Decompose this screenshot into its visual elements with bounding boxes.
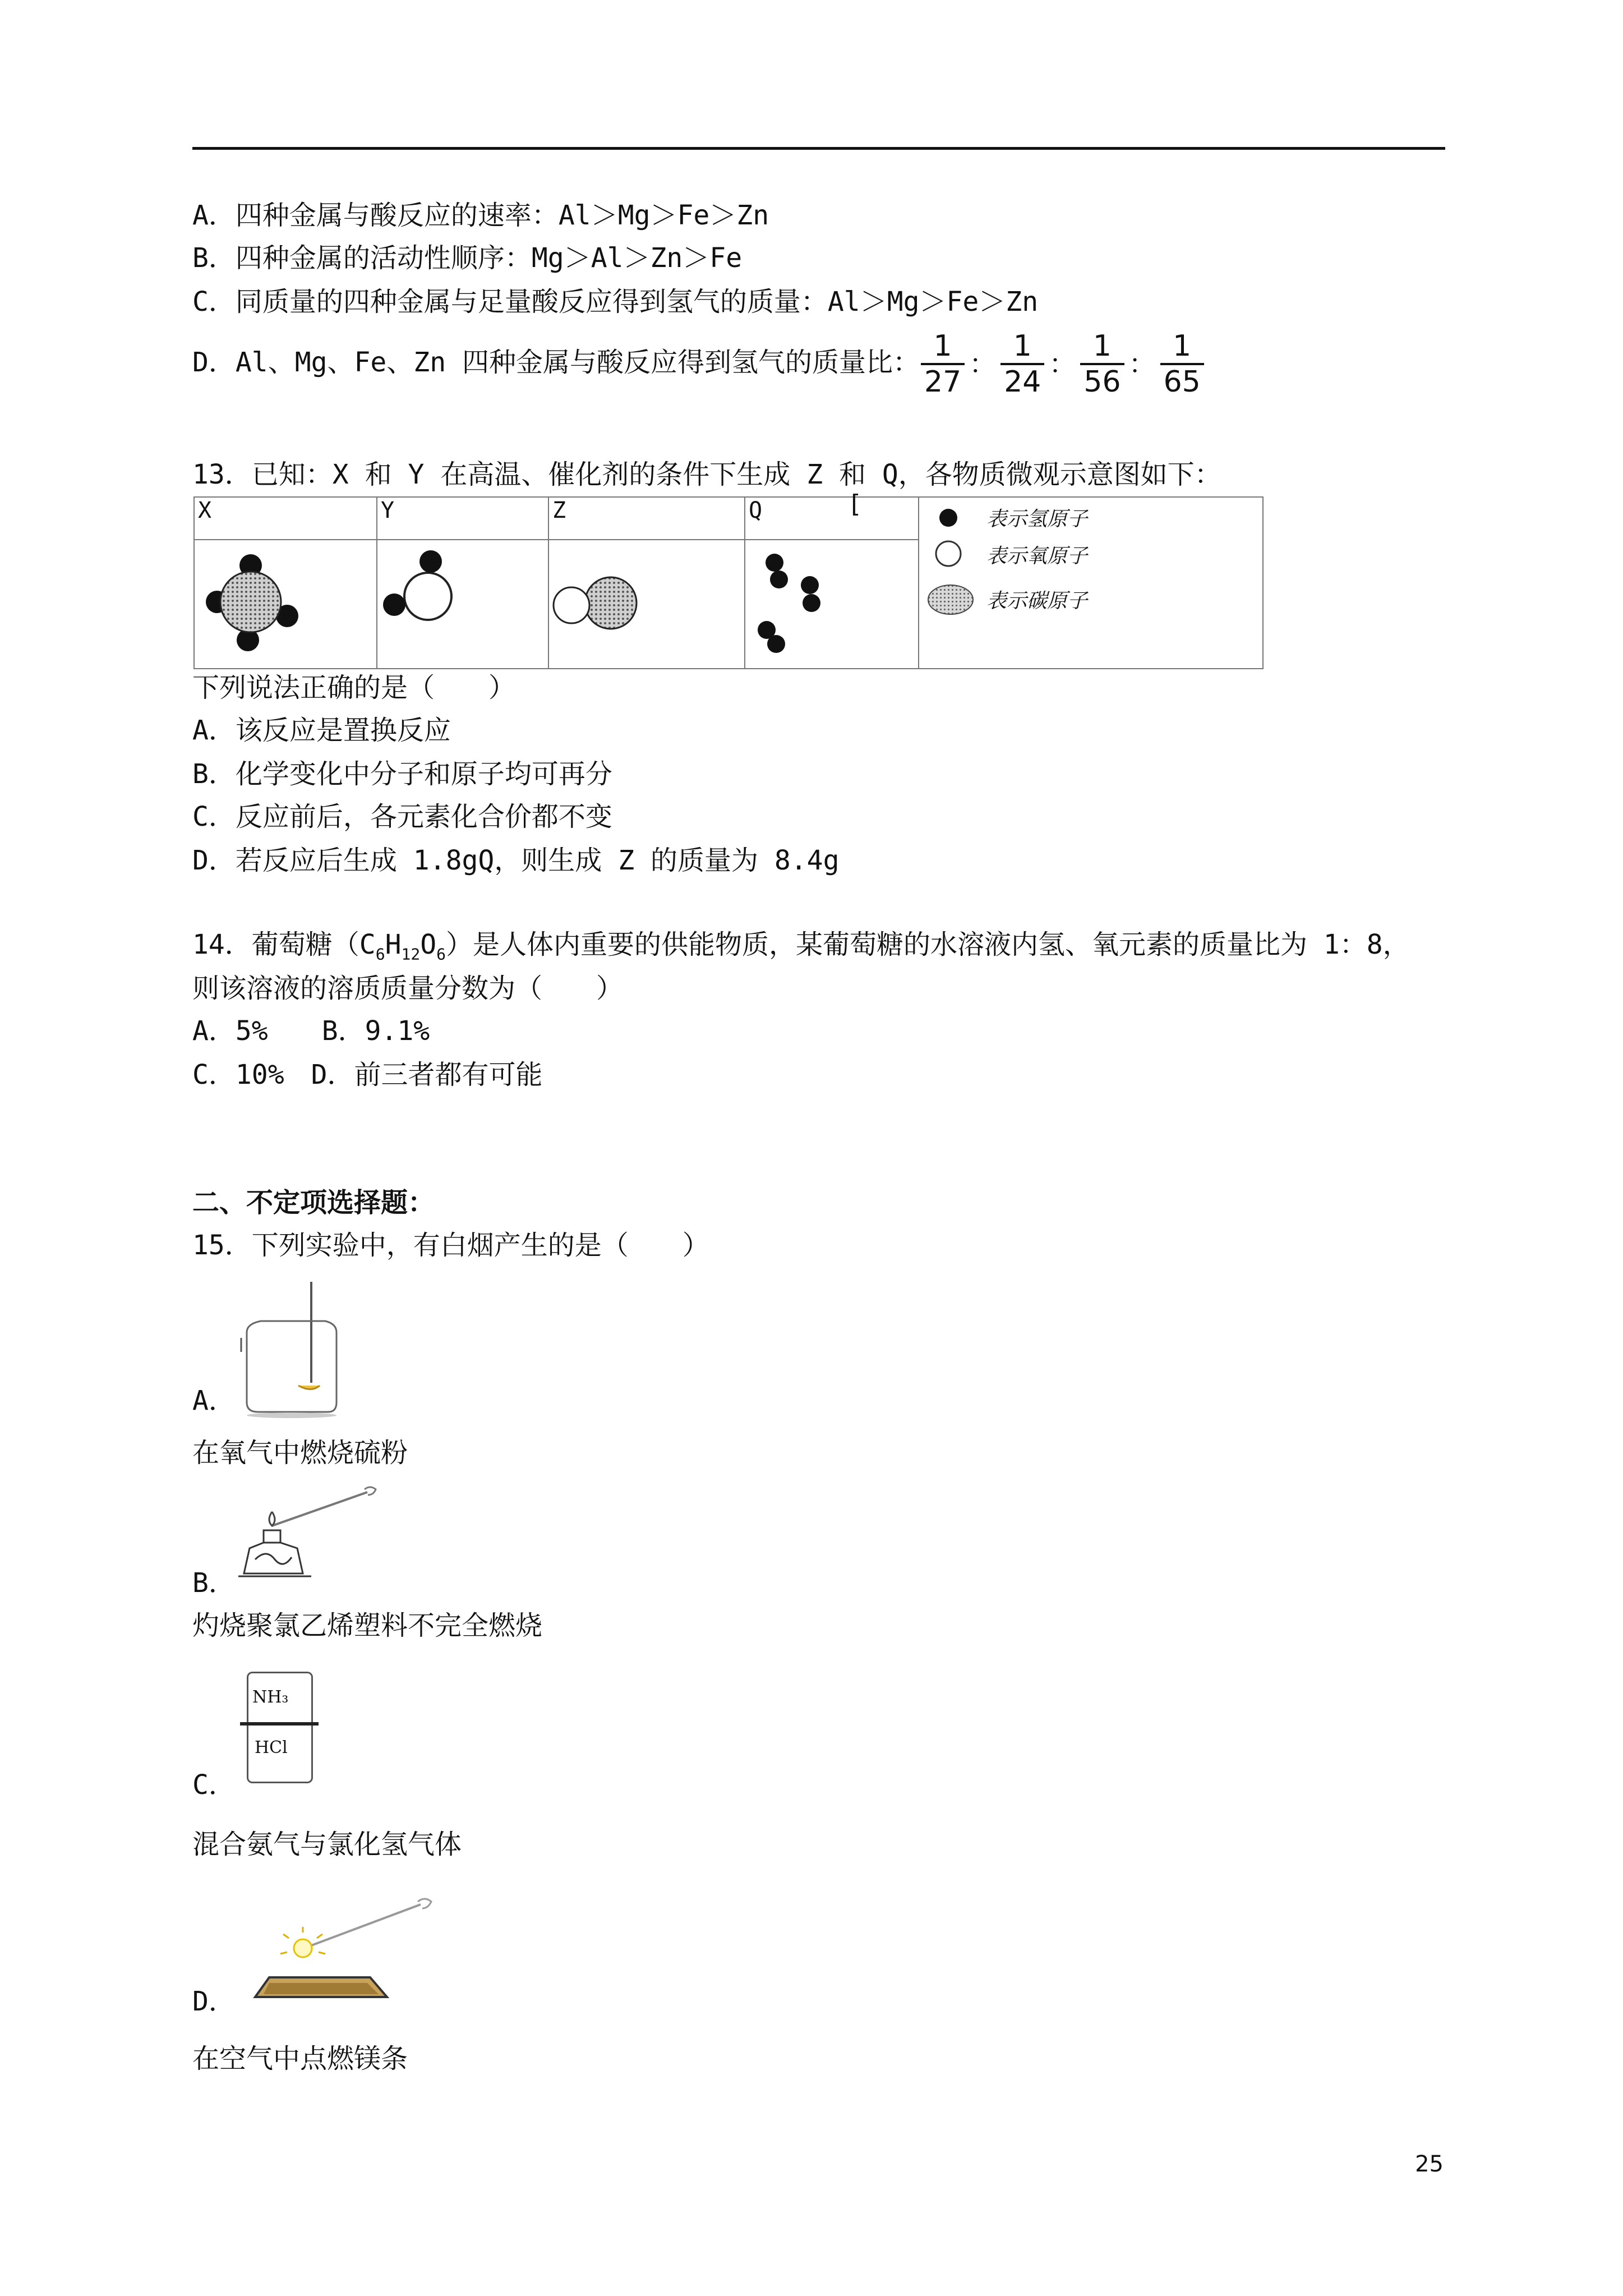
q12-option-c: C．同质量的四种金属与足量酸反应得到氢气的质量：Al＞Mg＞Fe＞Zn xyxy=(192,286,1039,318)
q14-stem-line1: 14．葡萄糖$(C_6H_{12}O_6)$是人体内重要的供能物质，某葡萄糖的水溶液内氢、氧元素的质量比为 1：8， xyxy=(192,929,1410,964)
magnesium-ribbon-burning-icon xyxy=(247,1882,449,2011)
q14-stem-line2: 则该溶液的溶质质量分数为（ ） xyxy=(192,973,624,1004)
fraction-mg: $\frac{1}{24}$ xyxy=(1000,329,1044,399)
fraction-fe: $\frac{1}{56}$ xyxy=(1080,329,1124,399)
carbon-atom-icon xyxy=(928,585,973,614)
hydrogen-atom-icon xyxy=(939,509,957,527)
fraction-zn: $\frac{1}{65}$ xyxy=(1160,329,1204,399)
molecule-q-cell xyxy=(745,540,919,669)
header-rule xyxy=(192,147,1445,150)
q12-option-b: B．四种金属的活动性顺序：Mg＞Al＞Zn＞Fe xyxy=(192,242,743,274)
header-x: X xyxy=(194,497,377,540)
q13-option-b: B．化学变化中分子和原子均可再分 xyxy=(192,758,612,790)
q15-option-d-label: D． xyxy=(192,1986,236,2017)
header-y: Y xyxy=(377,497,548,540)
hydrogen-molecules-icon xyxy=(745,540,915,666)
q15-option-a-desc: 在氧气中燃烧硫粉 xyxy=(192,1437,408,1469)
q15-option-b-desc: 灼烧聚氯乙烯塑料不完全燃烧 xyxy=(192,1610,543,1641)
q13-option-a: A．该反应是置换反应 xyxy=(192,715,451,746)
header-z: Z xyxy=(548,497,745,540)
q12-option-d-text: D．Al、Mg、Fe、Zn 四种金属与酸反应得到氢气的质量比： xyxy=(192,347,920,378)
stray-bracket: [ xyxy=(847,490,863,518)
ammonia-label: NH₃ xyxy=(252,1687,289,1707)
oxygen-atom-icon xyxy=(936,541,961,566)
q12-option-d: D．Al、Mg、Fe、Zn 四种金属与酸反应得到氢气的质量比： $\frac{1}{27}$ ： $\frac{1}{24}$ ： $\frac{1}{56}$ ： $\frac{1}{65}$ xyxy=(192,329,1205,399)
q14-options-line2: C．10% D．前三者都有可能 xyxy=(192,1059,543,1091)
legend-cell xyxy=(919,497,1263,669)
header-q: Q xyxy=(745,497,919,540)
legend-symbols xyxy=(919,498,1262,666)
q15-option-d-desc: 在空气中点燃镁条 xyxy=(192,2043,408,2074)
q12-option-a: A．四种金属与酸反应的速率：Al＞Mg＞Fe＞Zn xyxy=(192,200,769,231)
q15-option-b-label: B． xyxy=(192,1567,236,1599)
molecule-x-cell xyxy=(194,540,377,669)
legend-carbon: 表示碳原子 xyxy=(986,590,1088,613)
alcohol-lamp-burning-icon xyxy=(233,1481,390,1588)
legend-oxygen: 表示氧原子 xyxy=(986,545,1088,568)
carbon-monoxide-molecule-icon xyxy=(549,540,741,666)
q14-options-line1: A．5% B．9.1% xyxy=(192,1015,430,1047)
fraction-al: $\frac{1}{27}$ xyxy=(921,329,965,399)
molecule-y-cell xyxy=(377,540,548,669)
sulfur-combustion-jar-icon xyxy=(236,1282,342,1419)
q13-option-d: D．若反应后生成 1.8gQ，则生成 Z 的质量为 8.4g xyxy=(192,845,840,876)
q15-option-a-label: A． xyxy=(192,1385,236,1416)
q13-question: 下列说法正确的是（ ） xyxy=(192,672,516,703)
q13-stem: 13．已知：X 和 Y 在高温、催化剂的条件下生成 Z 和 Q，各物质微观示意图如下： xyxy=(192,459,1221,490)
q15-option-c-desc: 混合氨气与氯化氢气体 xyxy=(192,1829,462,1860)
q15-option-c-label: C． xyxy=(192,1769,236,1801)
q15-stem: 15．下列实验中，有白烟产生的是（ ） xyxy=(192,1230,709,1261)
section-title: 二、不定项选择题： xyxy=(192,1187,435,1218)
hcl-label: HCl xyxy=(255,1738,288,1757)
hydroxyl-molecule-icon xyxy=(377,540,545,666)
legend-hydrogen: 表示氢原子 xyxy=(986,508,1088,531)
gas-bottles-figure xyxy=(240,1666,319,1792)
q13-option-c: C．反应前后，各元素化合价都不变 xyxy=(192,801,612,832)
molecule-z-cell xyxy=(548,490,863,669)
molecule-table xyxy=(193,490,1264,669)
page-number: 25 xyxy=(1415,2151,1444,2177)
methane-molecule-icon xyxy=(195,540,373,666)
